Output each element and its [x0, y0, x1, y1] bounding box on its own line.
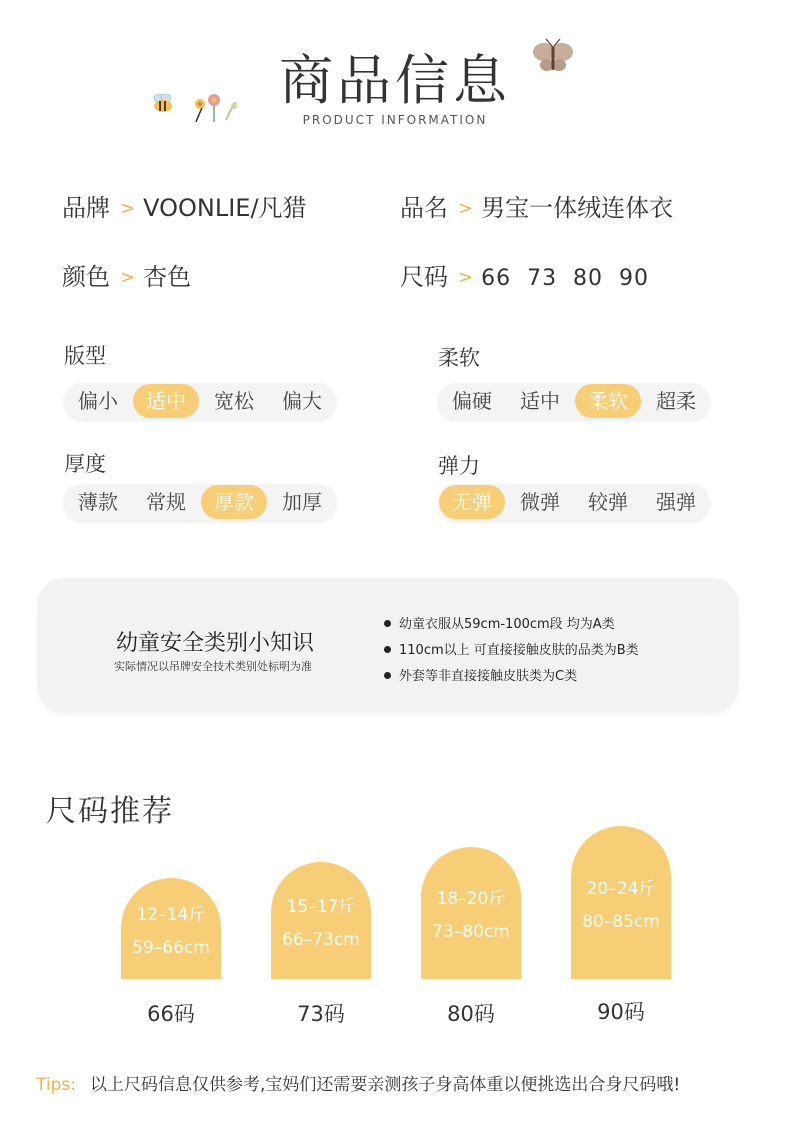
size-card-80 [421, 847, 521, 979]
option-3: 超柔 [656, 389, 696, 413]
brand-row [62, 188, 307, 223]
butterfly-icon [528, 36, 578, 76]
option-0: 薄款 [78, 490, 118, 514]
option-3: 强弹 [656, 490, 696, 514]
weight-range: 20–24斤 [586, 879, 656, 899]
option-1: 适中 [520, 389, 560, 413]
attr-title-thickness: 厚度 [64, 452, 106, 476]
attr-title-fit: 版型 [64, 344, 106, 368]
weight-range: 18–20斤 [436, 889, 506, 909]
brand-label: 品牌 [62, 194, 110, 222]
flowers-icon [186, 92, 242, 124]
size-card-66 [121, 878, 221, 979]
chevron-right-icon: > [120, 267, 136, 288]
option-3: 偏大 [282, 389, 322, 413]
option-0: 无弹 [439, 485, 505, 519]
option-1: 适中 [133, 384, 199, 418]
option-1: 常规 [146, 490, 186, 514]
size-label-80: 80码 [447, 1002, 495, 1026]
option-1: 微弹 [520, 490, 560, 514]
size-value: 66 73 80 90 [481, 266, 650, 291]
attr-title-softness: 柔软 [438, 346, 480, 370]
color-row [62, 257, 191, 292]
height-range: 80–85cm [582, 912, 660, 932]
thickness-selector [64, 484, 336, 520]
option-3: 加厚 [282, 490, 322, 514]
tips-line [36, 1070, 680, 1095]
size-label: 尺码 [400, 263, 448, 291]
name-value: 男宝一体绒连体衣 [481, 194, 674, 222]
page-title: 商品信息 [279, 49, 511, 112]
option-2: 较弹 [588, 490, 628, 514]
elasticity-selector [438, 484, 710, 520]
weight-range: 15–17斤 [286, 897, 356, 917]
size-label-66: 66码 [147, 1002, 195, 1026]
softness-selector [438, 383, 710, 419]
safety-bullet: 110cm以上 可直接接触皮肤的品类为B类 [384, 639, 639, 658]
size-card-73 [271, 862, 371, 979]
chevron-right-icon: > [458, 198, 474, 219]
height-range: 59–66cm [132, 938, 210, 958]
color-label: 颜色 [62, 263, 110, 291]
name-label: 品名 [400, 194, 448, 222]
page-subtitle: PRODUCT INFORMATION [302, 113, 488, 127]
fit-selector [64, 383, 336, 419]
size-card-90 [571, 826, 671, 979]
size-row [400, 257, 649, 292]
size-label-90: 90码 [597, 1000, 645, 1024]
weight-range: 12–14斤 [136, 905, 206, 925]
attr-title-elasticity: 弹力 [438, 454, 480, 478]
chevron-right-icon: > [458, 267, 474, 288]
safety-heading: 幼童安全类别小知识 [116, 631, 315, 656]
safety-bullet: 外套等非直接接触皮肤类为C类 [384, 665, 577, 684]
height-range: 73–80cm [432, 922, 510, 942]
safety-bullet: 幼童衣服从59cm-100cm段 均为A类 [384, 613, 615, 632]
option-2: 厚款 [201, 485, 267, 519]
safety-info-box [38, 578, 738, 712]
tips-text: 以上尺码信息仅供参考,宝妈们还需要亲测孩子身高体重以便挑选出合身尺码哦! [89, 1075, 681, 1095]
chevron-right-icon: > [120, 198, 136, 219]
size-recommend-title: 尺码推荐 [46, 794, 174, 829]
option-0: 偏硬 [452, 389, 492, 413]
tips-key: Tips: [36, 1075, 76, 1095]
height-range: 66–73cm [282, 930, 360, 950]
size-label-73: 73码 [297, 1002, 345, 1026]
safety-note: 实际情况以吊牌安全技术类别处标明为准 [114, 660, 312, 673]
option-2: 柔软 [575, 384, 641, 418]
option-0: 偏小 [78, 389, 118, 413]
option-2: 宽松 [214, 389, 254, 413]
brand-value: VOONLIE/凡猎 [143, 194, 307, 222]
bee-icon [150, 93, 176, 113]
name-row [400, 188, 673, 223]
color-value: 杏色 [143, 263, 192, 291]
